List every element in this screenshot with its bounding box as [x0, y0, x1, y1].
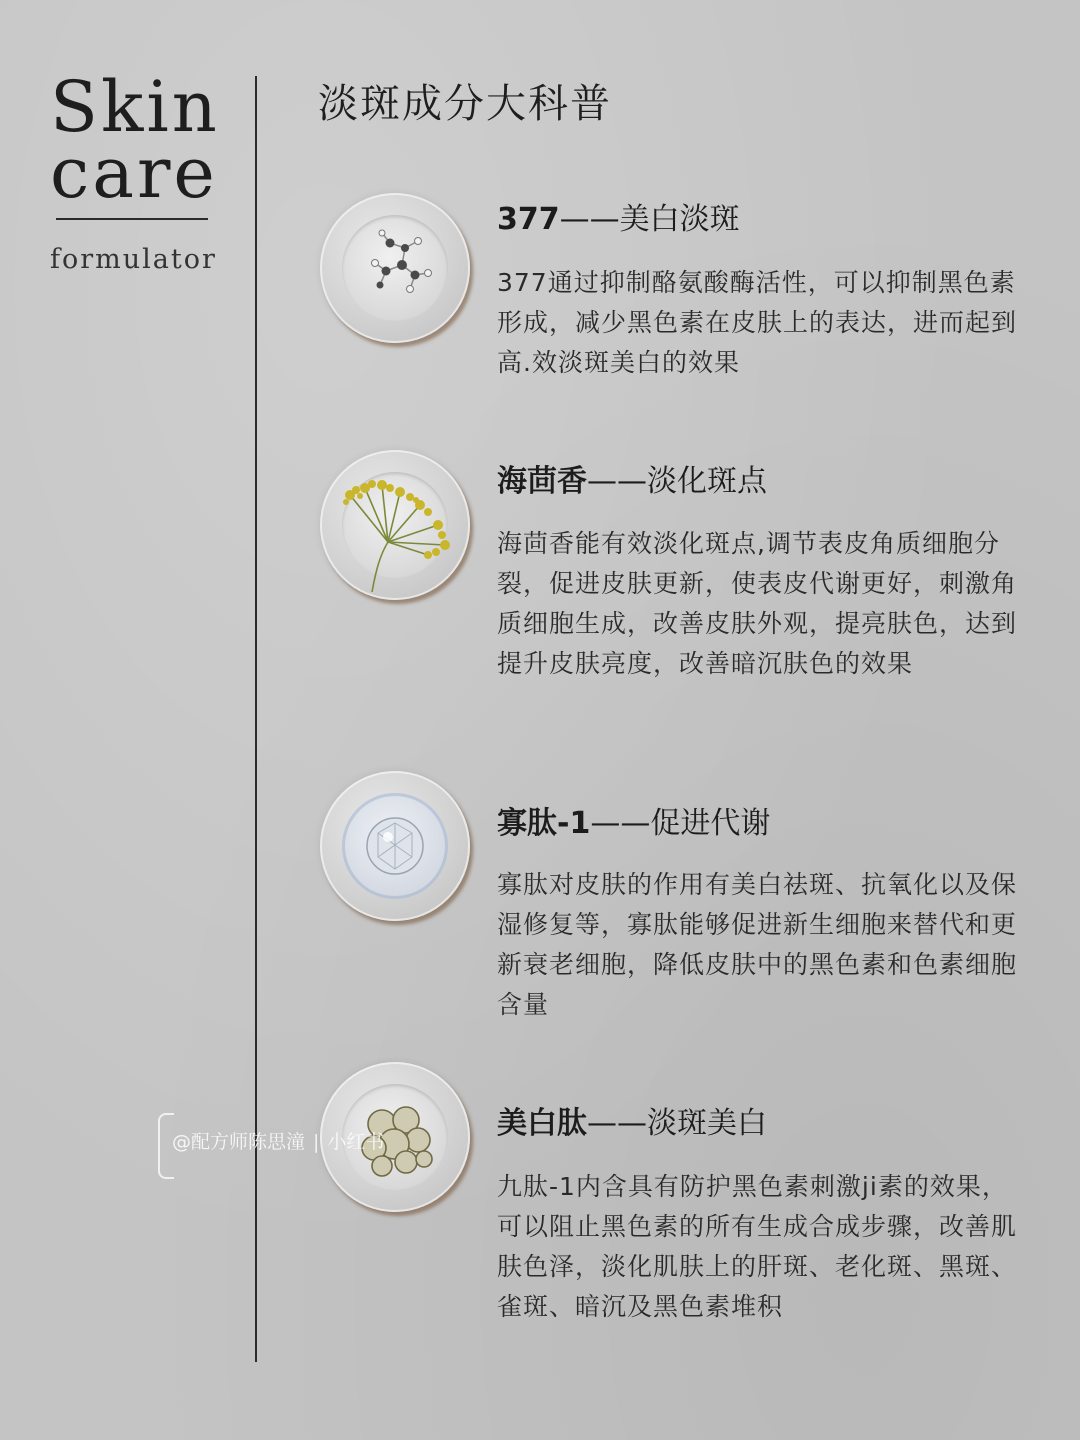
page-title: 淡斑成分大科普: [318, 81, 612, 127]
molecule-icon: [320, 193, 470, 343]
ingredient-name: 海茴香: [497, 464, 587, 499]
brand-title-care: care: [50, 132, 218, 214]
brand-divider: [56, 218, 208, 220]
ingredient-name: 美白肽: [497, 1106, 587, 1141]
ingredient-description: 寡肽对皮肤的作用有美白祛斑、抗氧化以及保湿修复等，寡肽能够促进新生细胞来替代和更新衰老细胞，降低皮肤中的黑色素和色素细胞含量: [497, 870, 1018, 1019]
ingredient-effect: ——淡斑美白: [587, 1106, 767, 1141]
watermark: [158, 1113, 418, 1175]
ingredient-title-sea-fennel: [497, 464, 767, 500]
ingredient-title-oligopeptide: [497, 806, 770, 842]
watermark-separator: |: [313, 1131, 320, 1153]
brand-subtitle: formulator: [50, 244, 217, 275]
watermark-text: [172, 1133, 384, 1152]
ingredient-description: 海茴香能有效淡化斑点,调节表皮角质细胞分裂，促进皮肤更新，使表皮代谢更好，刺激角质细胞生成，改善皮肤外观，提亮肤色，达到提升皮肤亮度，改善暗沉肤色的效果: [497, 529, 1018, 678]
ingredient-effect: ——淡化斑点: [587, 464, 767, 499]
ingredient-name: 377: [497, 202, 560, 237]
ingredient-effect: ——促进代谢: [590, 806, 771, 841]
watermark-platform: 小红书: [327, 1131, 385, 1153]
ingredient-name: 寡肽-1: [497, 806, 591, 841]
watermark-author: @配方师陈思潼: [172, 1131, 306, 1153]
crystal-bead-icon: [320, 771, 470, 921]
fennel-flower-icon: [320, 450, 470, 600]
brand-title-skin: Skin: [50, 66, 220, 148]
ingredient-title-whitening-peptide: [497, 1106, 767, 1142]
ingredient-description: 377通过抑制酪氨酸酶活性，可以抑制黑色素形成，减少黑色素在皮肤上的表达，进而起到高.效淡斑美白的效果: [497, 268, 1018, 377]
ingredient-title-377: [497, 202, 740, 238]
ingredient-description: 九肽-1内含具有防护黑色素刺激ji素的效果，可以阻止黑色素的所有生成合成步骤，改善肌肤色泽，淡化肌肤上的肝斑、老化斑、黑斑、雀斑、暗沉及黑色素堆积: [497, 1172, 1018, 1321]
ingredient-effect: ——美白淡斑: [559, 202, 740, 237]
